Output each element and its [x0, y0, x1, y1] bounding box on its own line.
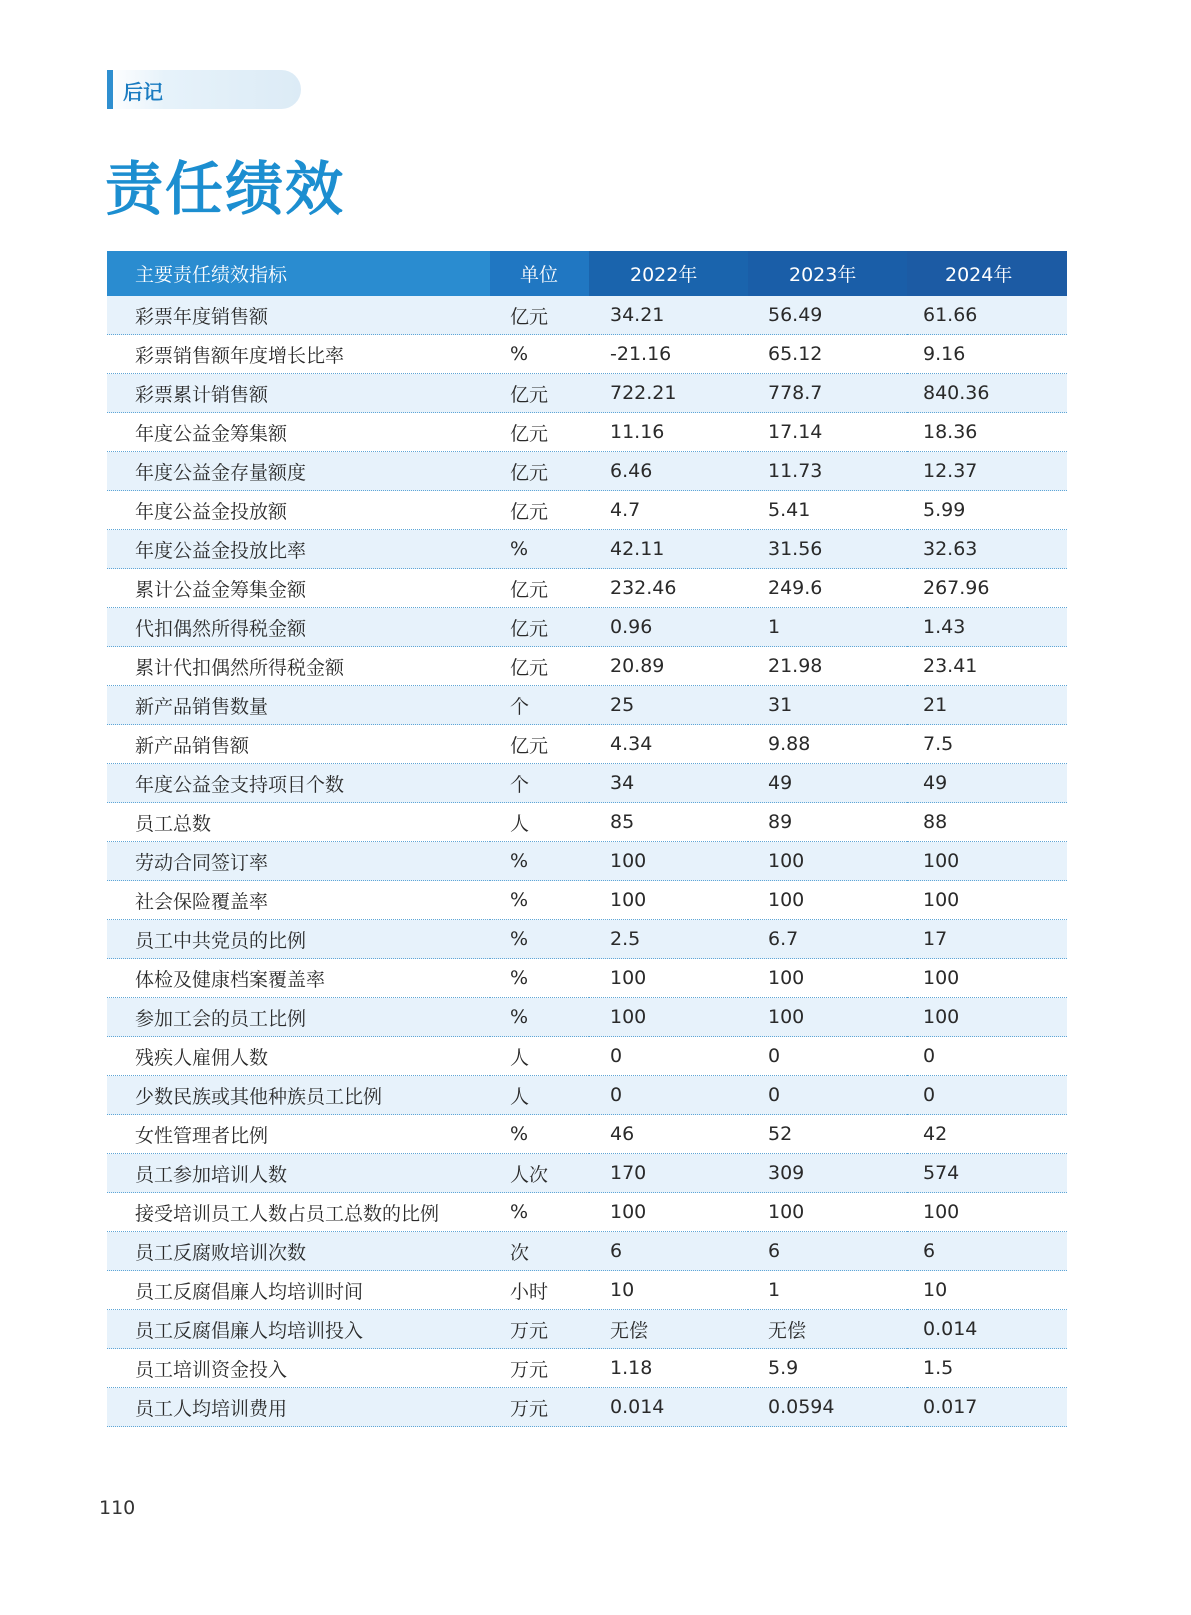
indicator-cell: 参加工会的员工比例 [107, 998, 490, 1037]
table-row [107, 374, 1067, 413]
table-row [107, 647, 1067, 686]
value-2024-cell: 574 [907, 1154, 1067, 1193]
indicator-cell: 残疾人雇佣人数 [107, 1037, 490, 1076]
value-2023-cell: 5.9 [748, 1349, 907, 1388]
value-2022-cell: 4.34 [589, 725, 748, 764]
unit-cell: 万元 [490, 1388, 589, 1427]
table-row [107, 803, 1067, 842]
value-2023-cell: 0.0594 [748, 1388, 907, 1427]
value-2023-cell: 309 [748, 1154, 907, 1193]
table-row [107, 920, 1067, 959]
value-2023-cell: 100 [748, 881, 907, 920]
unit-cell: % [490, 530, 589, 569]
table-row [107, 413, 1067, 452]
value-2024-cell: 32.63 [907, 530, 1067, 569]
indicator-cell: 员工反腐败培训次数 [107, 1232, 490, 1271]
performance-table [107, 251, 1067, 1427]
indicator-cell: 员工人均培训费用 [107, 1388, 490, 1427]
table-row [107, 959, 1067, 998]
value-2022-cell: 6.46 [589, 452, 748, 491]
indicator-cell: 累计公益金筹集金额 [107, 569, 490, 608]
section-tag-label: 后记 [123, 80, 163, 104]
value-2024-cell: 61.66 [907, 296, 1067, 335]
value-2023-cell: 100 [748, 959, 907, 998]
header-year-2024: 2024年 [907, 251, 1067, 296]
value-2022-cell: 42.11 [589, 530, 748, 569]
unit-cell: 小时 [490, 1271, 589, 1310]
indicator-cell: 累计代扣偶然所得税金额 [107, 647, 490, 686]
indicator-cell: 年度公益金存量额度 [107, 452, 490, 491]
indicator-cell: 接受培训员工人数占员工总数的比例 [107, 1193, 490, 1232]
value-2024-cell: 7.5 [907, 725, 1067, 764]
value-2024-cell: 1.43 [907, 608, 1067, 647]
unit-cell: % [490, 920, 589, 959]
unit-cell: 亿元 [490, 374, 589, 413]
value-2022-cell: 34 [589, 764, 748, 803]
value-2023-cell: 31.56 [748, 530, 907, 569]
table-row [107, 1115, 1067, 1154]
value-2024-cell: 18.36 [907, 413, 1067, 452]
unit-cell: 次 [490, 1232, 589, 1271]
value-2022-cell: 100 [589, 1193, 748, 1232]
indicator-cell: 新产品销售数量 [107, 686, 490, 725]
table-row [107, 842, 1067, 881]
unit-cell: 人 [490, 1076, 589, 1115]
value-2024-cell: 12.37 [907, 452, 1067, 491]
value-2022-cell: 100 [589, 881, 748, 920]
table-row [107, 452, 1067, 491]
unit-cell: 亿元 [490, 452, 589, 491]
value-2023-cell: 100 [748, 842, 907, 881]
indicator-cell: 少数民族或其他种族员工比例 [107, 1076, 490, 1115]
table-row [107, 1076, 1067, 1115]
indicator-cell: 社会保险覆盖率 [107, 881, 490, 920]
value-2023-cell: 100 [748, 1193, 907, 1232]
value-2024-cell: 100 [907, 881, 1067, 920]
value-2023-cell: 11.73 [748, 452, 907, 491]
indicator-cell: 新产品销售额 [107, 725, 490, 764]
unit-cell: % [490, 998, 589, 1037]
indicator-cell: 员工反腐倡廉人均培训时间 [107, 1271, 490, 1310]
indicator-cell: 体检及健康档案覆盖率 [107, 959, 490, 998]
table-row [107, 1310, 1067, 1349]
value-2022-cell: 46 [589, 1115, 748, 1154]
value-2024-cell: 21 [907, 686, 1067, 725]
unit-cell: 人 [490, 803, 589, 842]
unit-cell: 人次 [490, 1154, 589, 1193]
value-2022-cell: 85 [589, 803, 748, 842]
value-2024-cell: 10 [907, 1271, 1067, 1310]
value-2022-cell: 722.21 [589, 374, 748, 413]
unit-cell: % [490, 335, 589, 374]
indicator-cell: 彩票累计销售额 [107, 374, 490, 413]
value-2023-cell: 100 [748, 998, 907, 1037]
value-2022-cell: 0 [589, 1037, 748, 1076]
value-2023-cell: 0 [748, 1076, 907, 1115]
table-row [107, 686, 1067, 725]
value-2023-cell: 9.88 [748, 725, 907, 764]
table-row [107, 1232, 1067, 1271]
unit-cell: % [490, 842, 589, 881]
value-2022-cell: 232.46 [589, 569, 748, 608]
value-2024-cell: 0.014 [907, 1310, 1067, 1349]
value-2022-cell: 0.96 [589, 608, 748, 647]
unit-cell: 亿元 [490, 608, 589, 647]
value-2023-cell: 249.6 [748, 569, 907, 608]
value-2022-cell: 4.7 [589, 491, 748, 530]
value-2023-cell: 5.41 [748, 491, 907, 530]
value-2024-cell: 42 [907, 1115, 1067, 1154]
indicator-cell: 年度公益金投放额 [107, 491, 490, 530]
value-2023-cell: 49 [748, 764, 907, 803]
value-2023-cell: 1 [748, 608, 907, 647]
table-row [107, 608, 1067, 647]
value-2022-cell: 100 [589, 998, 748, 1037]
table-row [107, 569, 1067, 608]
value-2024-cell: 100 [907, 842, 1067, 881]
header-year-2023: 2023年 [748, 251, 907, 296]
unit-cell: 亿元 [490, 725, 589, 764]
table-row [107, 335, 1067, 374]
unit-cell: 个 [490, 686, 589, 725]
page-number: 110 [99, 1497, 136, 1519]
value-2022-cell: 100 [589, 842, 748, 881]
value-2022-cell: 11.16 [589, 413, 748, 452]
value-2022-cell: -21.16 [589, 335, 748, 374]
value-2023-cell: 52 [748, 1115, 907, 1154]
indicator-cell: 员工中共党员的比例 [107, 920, 490, 959]
value-2022-cell: 1.18 [589, 1349, 748, 1388]
value-2024-cell: 9.16 [907, 335, 1067, 374]
value-2024-cell: 1.5 [907, 1349, 1067, 1388]
unit-cell: 万元 [490, 1310, 589, 1349]
value-2023-cell: 17.14 [748, 413, 907, 452]
indicator-cell: 彩票销售额年度增长比率 [107, 335, 490, 374]
indicator-cell: 年度公益金筹集额 [107, 413, 490, 452]
indicator-cell: 员工反腐倡廉人均培训投入 [107, 1310, 490, 1349]
value-2023-cell: 无偿 [748, 1310, 907, 1349]
value-2022-cell: 0.014 [589, 1388, 748, 1427]
value-2022-cell: 34.21 [589, 296, 748, 335]
value-2023-cell: 1 [748, 1271, 907, 1310]
unit-cell: 亿元 [490, 491, 589, 530]
unit-cell: % [490, 1193, 589, 1232]
table-row [107, 881, 1067, 920]
indicator-cell: 女性管理者比例 [107, 1115, 490, 1154]
unit-cell: 亿元 [490, 413, 589, 452]
table-row [107, 1154, 1067, 1193]
value-2023-cell: 89 [748, 803, 907, 842]
value-2022-cell: 0 [589, 1076, 748, 1115]
unit-cell: % [490, 1115, 589, 1154]
header-unit: 单位 [490, 251, 589, 296]
unit-cell: 亿元 [490, 296, 589, 335]
unit-cell: 万元 [490, 1349, 589, 1388]
table-header-row [107, 251, 1067, 296]
value-2022-cell: 25 [589, 686, 748, 725]
indicator-cell: 年度公益金支持项目个数 [107, 764, 490, 803]
table-row [107, 998, 1067, 1037]
value-2024-cell: 0 [907, 1037, 1067, 1076]
unit-cell: 人 [490, 1037, 589, 1076]
table-row [107, 1193, 1067, 1232]
value-2023-cell: 56.49 [748, 296, 907, 335]
table-row [107, 1349, 1067, 1388]
value-2024-cell: 6 [907, 1232, 1067, 1271]
value-2022-cell: 2.5 [589, 920, 748, 959]
table-row [107, 764, 1067, 803]
indicator-cell: 员工总数 [107, 803, 490, 842]
value-2022-cell: 无偿 [589, 1310, 748, 1349]
value-2024-cell: 267.96 [907, 569, 1067, 608]
value-2022-cell: 20.89 [589, 647, 748, 686]
value-2022-cell: 170 [589, 1154, 748, 1193]
value-2024-cell: 840.36 [907, 374, 1067, 413]
header-indicator: 主要责任绩效指标 [107, 251, 490, 296]
value-2023-cell: 6 [748, 1232, 907, 1271]
unit-cell: % [490, 959, 589, 998]
indicator-cell: 年度公益金投放比率 [107, 530, 490, 569]
value-2022-cell: 100 [589, 959, 748, 998]
value-2024-cell: 49 [907, 764, 1067, 803]
section-tag-bar [107, 70, 113, 109]
indicator-cell: 劳动合同签订率 [107, 842, 490, 881]
value-2024-cell: 5.99 [907, 491, 1067, 530]
table-row [107, 1037, 1067, 1076]
page-title: 责任绩效 [105, 155, 346, 223]
value-2023-cell: 778.7 [748, 374, 907, 413]
value-2024-cell: 17 [907, 920, 1067, 959]
unit-cell: 亿元 [490, 647, 589, 686]
value-2023-cell: 21.98 [748, 647, 907, 686]
indicator-cell: 员工参加培训人数 [107, 1154, 490, 1193]
value-2024-cell: 100 [907, 1193, 1067, 1232]
value-2024-cell: 100 [907, 959, 1067, 998]
indicator-cell: 代扣偶然所得税金额 [107, 608, 490, 647]
value-2023-cell: 0 [748, 1037, 907, 1076]
table-row [107, 530, 1067, 569]
value-2023-cell: 65.12 [748, 335, 907, 374]
indicator-cell: 彩票年度销售额 [107, 296, 490, 335]
value-2024-cell: 0 [907, 1076, 1067, 1115]
value-2023-cell: 31 [748, 686, 907, 725]
section-tag [107, 70, 301, 109]
table-body [107, 296, 1067, 1427]
unit-cell: 亿元 [490, 569, 589, 608]
table-row [107, 491, 1067, 530]
indicator-cell: 员工培训资金投入 [107, 1349, 490, 1388]
value-2024-cell: 100 [907, 998, 1067, 1037]
table-row [107, 725, 1067, 764]
unit-cell: % [490, 881, 589, 920]
value-2022-cell: 6 [589, 1232, 748, 1271]
unit-cell: 个 [490, 764, 589, 803]
header-year-2022: 2022年 [589, 251, 748, 296]
value-2022-cell: 10 [589, 1271, 748, 1310]
table-row [107, 1271, 1067, 1310]
value-2024-cell: 0.017 [907, 1388, 1067, 1427]
value-2024-cell: 23.41 [907, 647, 1067, 686]
table-row [107, 1388, 1067, 1427]
value-2023-cell: 6.7 [748, 920, 907, 959]
table-row [107, 296, 1067, 335]
value-2024-cell: 88 [907, 803, 1067, 842]
